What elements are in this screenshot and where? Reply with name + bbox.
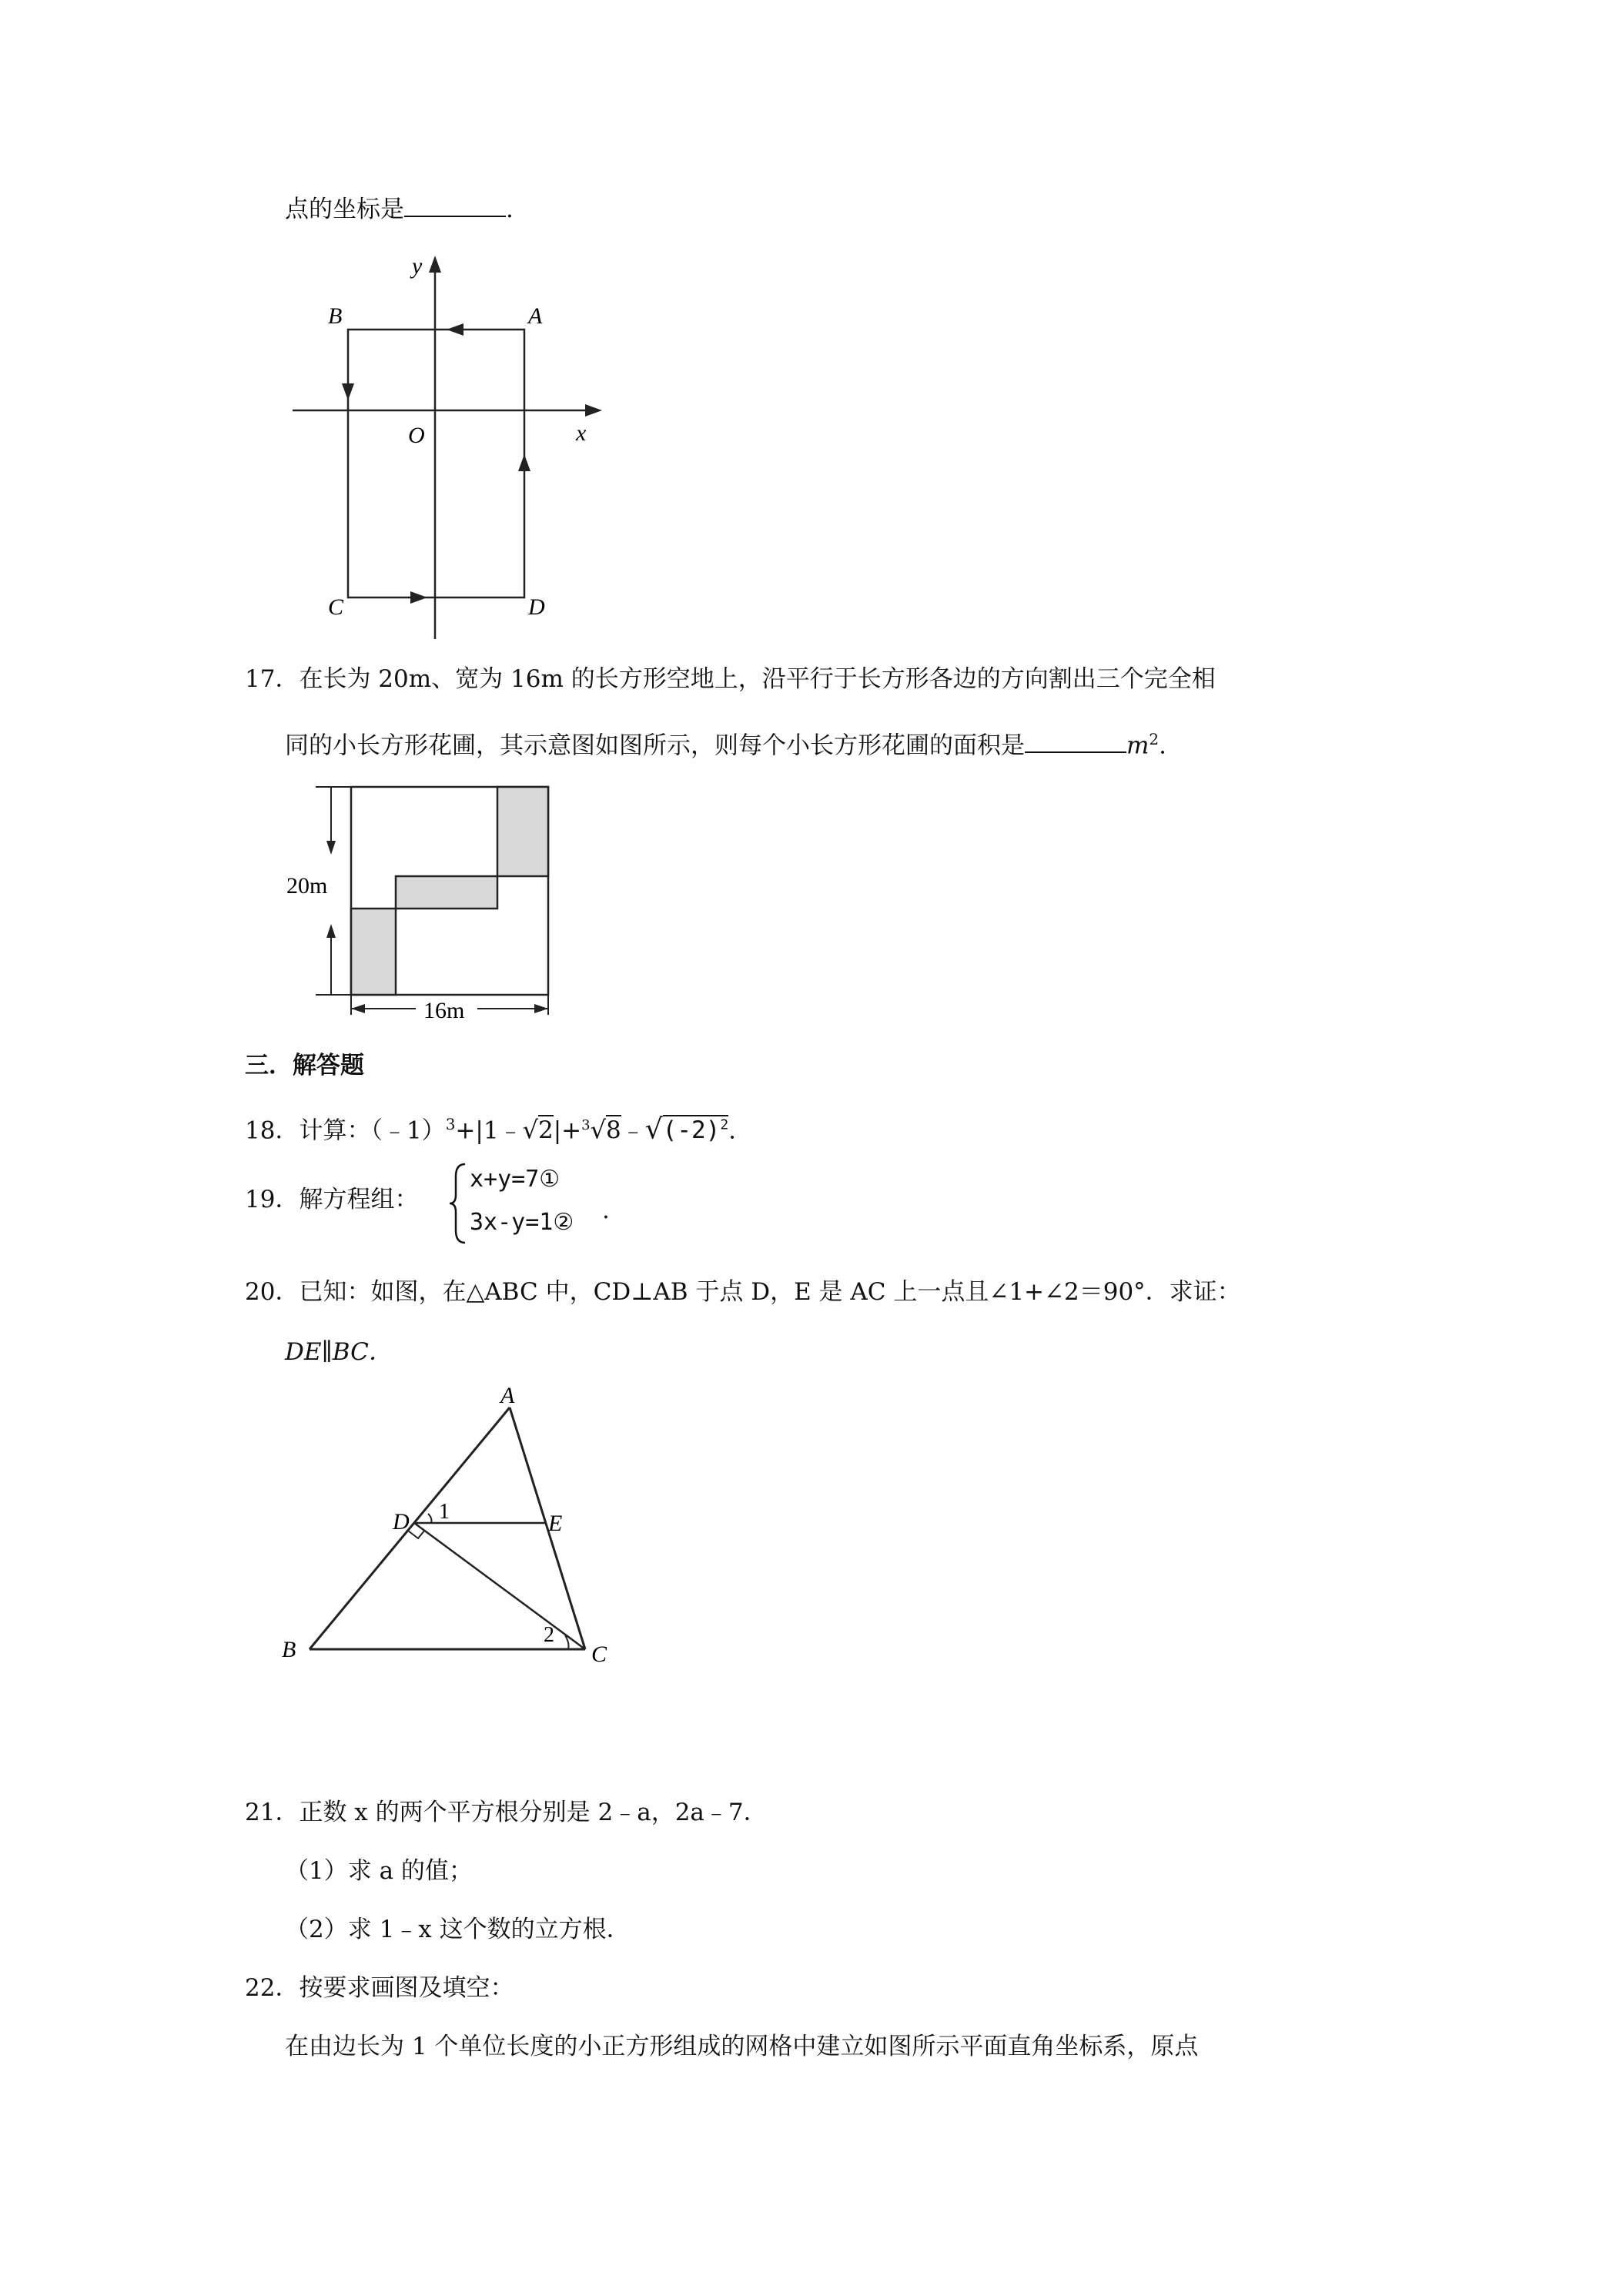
x-axis-label: x xyxy=(576,420,587,446)
q22-line1: 22．按要求画图及填空： xyxy=(245,1974,514,2002)
q21-part1: （1）求 a 的值； xyxy=(285,1857,473,1885)
section-heading: 三．解答题 xyxy=(245,1052,364,1079)
q19-line: 19．解方程组： xyxy=(245,1186,419,1213)
point-a-label: A xyxy=(500,1383,515,1408)
point-b-label: B xyxy=(328,303,343,329)
origin-label: O xyxy=(408,423,425,448)
arrow-left-icon xyxy=(351,1004,365,1013)
q21-line1: 21．正数 x 的两个平方根分别是 2﹣a，2a﹣7． xyxy=(245,1799,768,1826)
brace-icon xyxy=(447,1161,470,1246)
q21-part2: （2）求 1﹣x 这个数的立方根． xyxy=(285,1916,631,1943)
point-c-label: C xyxy=(328,594,344,620)
q22-line2: 在由边长为 1 个单位长度的小正方形组成的网格中建立如图所示平面直角坐标系，原点 xyxy=(285,2033,1199,2060)
arrow-right-icon xyxy=(534,1004,548,1013)
q16-tail-text: 点的坐标是 xyxy=(285,196,404,223)
equation-1: x+y=7① xyxy=(470,1166,561,1193)
q16-answer-line: 点的坐标是 . xyxy=(285,196,514,223)
arrow-up-icon xyxy=(326,924,336,938)
point-c-label: C xyxy=(591,1642,607,1667)
arrow-down-icon xyxy=(342,383,354,400)
sqrt-symbol: √ xyxy=(644,1113,663,1146)
sqrt-symbol: √ xyxy=(522,1115,538,1145)
answer-blank xyxy=(1025,731,1126,753)
equation-2: 3x-y=1② xyxy=(470,1209,574,1236)
point-d-label: D xyxy=(393,1509,410,1535)
answer-blank xyxy=(404,196,506,217)
point-d-label: D xyxy=(528,594,545,620)
arrow-up-icon xyxy=(518,454,530,471)
point-a-label: A xyxy=(528,303,543,329)
angle-2-label: 2 xyxy=(544,1623,554,1647)
width-label: 16m xyxy=(423,998,465,1023)
q17-line2: 同的小长方形花圃，其示意图如图所示，则每个小长方形花圃的面积是 $m^2$. xyxy=(285,730,1166,760)
q17-garden-figure xyxy=(285,778,531,1024)
point-b-label: B xyxy=(282,1637,296,1662)
arrow-left-icon xyxy=(447,323,463,336)
arrow-down-icon xyxy=(326,841,336,855)
height-label: 20m xyxy=(286,873,328,899)
y-axis-label: y xyxy=(412,253,423,279)
q20-line2: DE∥BC． xyxy=(285,1338,393,1366)
point-e-label: E xyxy=(548,1511,563,1536)
q20-line1: 20．已知：如图，在△ABC 中，CD⊥AB 于点 D，E 是 AC 上一点且∠1+∠2＝90°．求证： xyxy=(245,1278,1241,1306)
q18-line: 18．计算：$(﹣1)^3+|1﹣√2|+^3√8﹣√(-2)^2$. xyxy=(245,1113,737,1146)
q20-triangle-figure xyxy=(277,1383,639,1678)
cbrt-symbol: √ xyxy=(590,1115,606,1145)
angle-1-label: 1 xyxy=(439,1500,450,1524)
arrow-right-icon xyxy=(410,591,427,604)
q16-coordinate-figure xyxy=(285,254,608,639)
q17-line1: 17．在长为 20m、宽为 16m 的长方形空地上，沿平行于长方形各边的方向割出三个完全相 xyxy=(245,665,1216,693)
